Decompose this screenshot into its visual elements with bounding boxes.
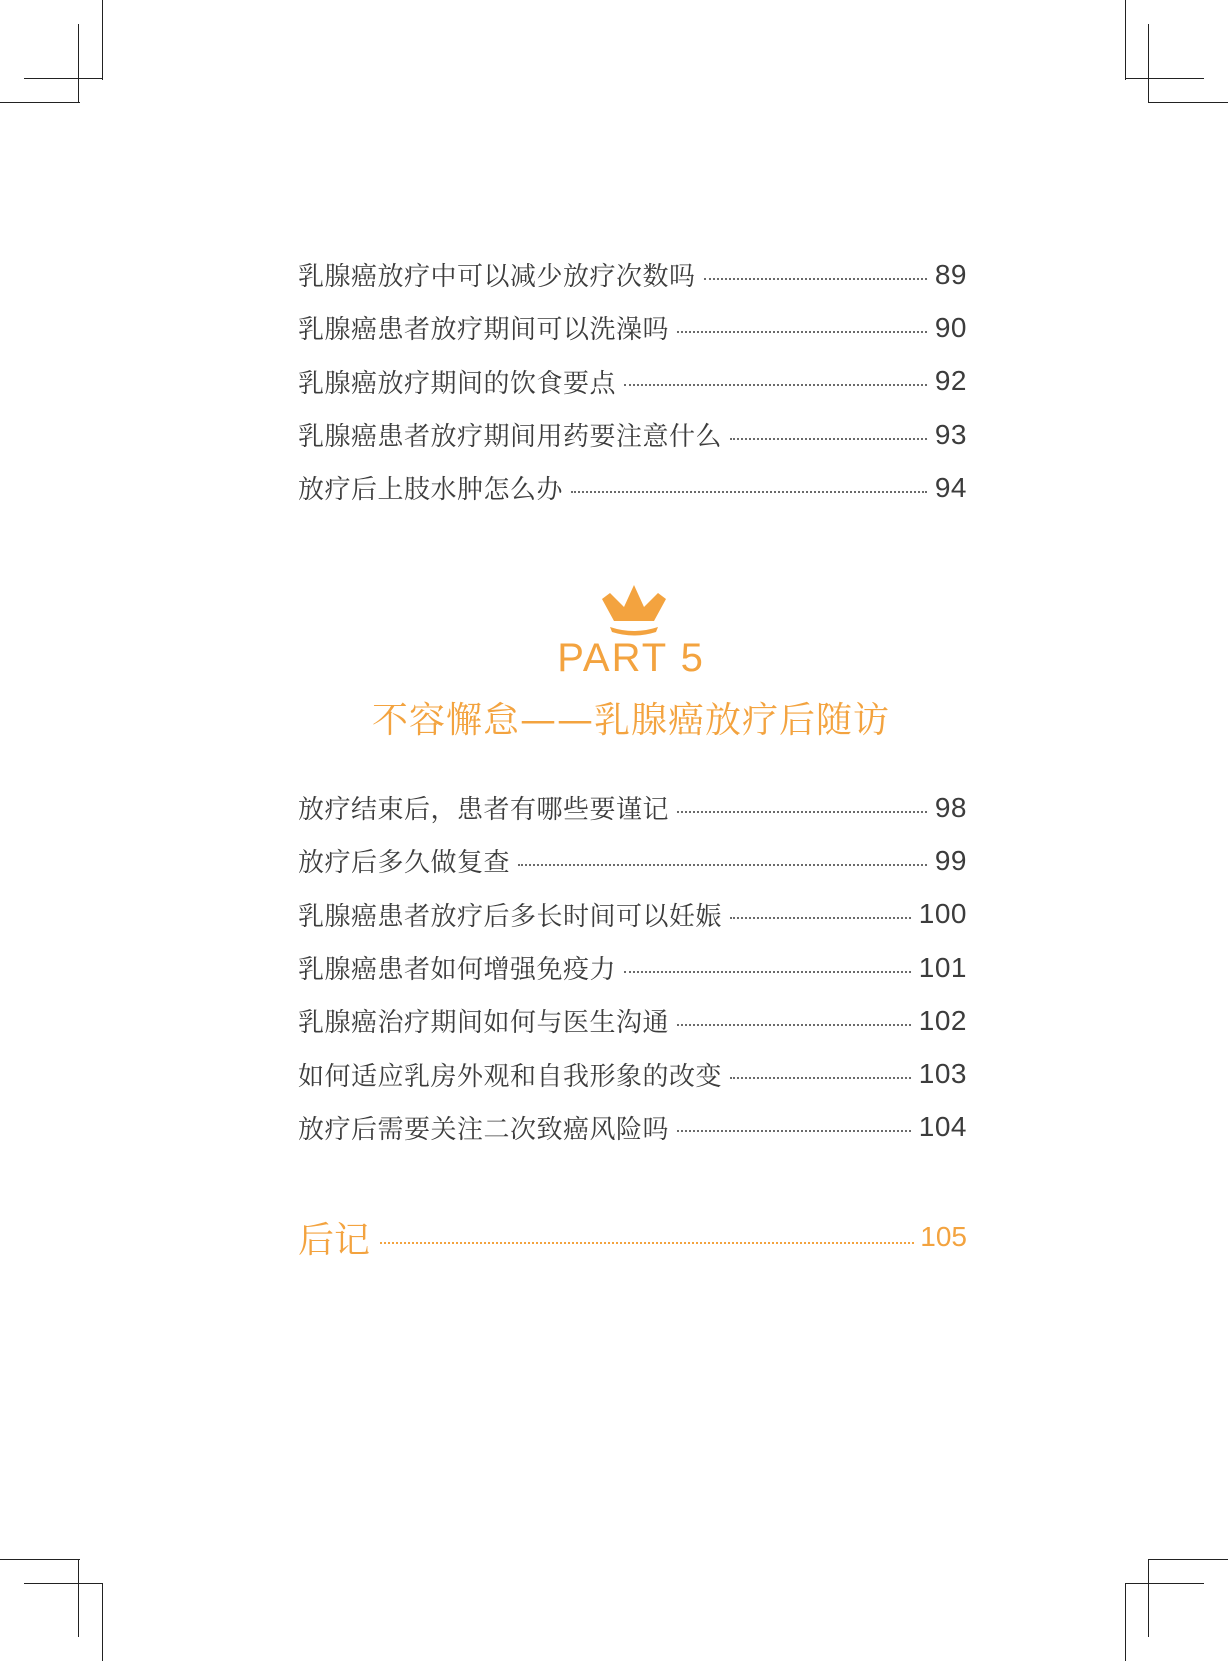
toc-entry-title: 乳腺癌患者放疗期间可以洗澡吗	[298, 315, 670, 346]
toc-entry-page: 99	[934, 844, 967, 876]
crop-mark-top-right-h2	[1126, 78, 1204, 79]
part-title: 不容懈怠——乳腺癌放疗后随访	[371, 700, 890, 741]
toc-entry-title: 乳腺癌放疗中可以减少放疗次数吗	[298, 262, 696, 293]
toc-entry[interactable]	[298, 888, 967, 941]
toc-entry-title: 乳腺癌放疗期间的饮食要点	[298, 368, 617, 399]
toc-entry-title: 乳腺癌患者如何增强免疫力	[298, 955, 617, 986]
toc-dot-leader	[624, 971, 911, 973]
crop-mark-top-right-v	[1148, 24, 1149, 102]
toc-entry[interactable]	[298, 994, 967, 1047]
toc-dot-leader	[677, 811, 927, 813]
toc-entry-page: 89	[934, 258, 967, 290]
part-label: PART 5	[557, 636, 705, 680]
toc-entry[interactable]	[298, 781, 967, 834]
crown-icon	[594, 583, 674, 639]
toc-entry[interactable]	[298, 1047, 967, 1100]
toc-entry-title: 放疗后多久做复查	[298, 848, 511, 879]
toc-entry-title: 放疗结束后，患者有哪些要谨记	[298, 795, 670, 826]
toc-entry-page: 90	[934, 311, 967, 343]
toc-dot-leader	[677, 1024, 911, 1026]
crop-mark-bottom-left-h2	[24, 1583, 102, 1584]
toc-list-part-5	[298, 781, 967, 1154]
toc-list-previous-part	[298, 248, 967, 514]
crop-mark-bottom-left-h	[0, 1559, 80, 1560]
crop-mark-bottom-left-v2	[102, 1583, 103, 1661]
crop-mark-top-left-v2	[102, 0, 103, 80]
toc-entry-page: 93	[934, 418, 967, 450]
toc-dot-leader	[624, 384, 927, 386]
toc-entry[interactable]	[298, 408, 967, 461]
crop-mark-top-left-v	[78, 24, 79, 102]
toc-entry-title: 如何适应乳房外观和自我形象的改变	[298, 1061, 723, 1092]
toc-entry[interactable]	[298, 355, 967, 408]
toc-dot-leader	[704, 278, 927, 280]
toc-dot-leader	[677, 331, 927, 333]
crop-mark-bottom-right-h2	[1126, 1583, 1204, 1584]
toc-entry-afterword[interactable]	[298, 1212, 967, 1262]
toc-entry-page: 98	[934, 791, 967, 823]
afterword-dot-leader	[380, 1242, 914, 1244]
toc-entry-page: 102	[918, 1004, 967, 1036]
toc-entry-page: 104	[918, 1111, 967, 1143]
toc-dot-leader	[571, 491, 927, 493]
toc-entry-title: 乳腺癌患者放疗后多长时间可以妊娠	[298, 901, 723, 932]
crop-mark-top-right-v2	[1125, 0, 1126, 80]
toc-entry[interactable]	[298, 248, 967, 301]
crop-mark-bottom-left-v	[78, 1559, 79, 1637]
toc-dot-leader	[730, 438, 927, 440]
toc-entry[interactable]	[298, 301, 967, 354]
toc-dot-leader	[730, 917, 911, 919]
afterword-title: 后记	[298, 1219, 371, 1261]
crop-mark-top-right-h	[1148, 102, 1228, 103]
toc-dot-leader	[518, 864, 927, 866]
toc-entry-page: 103	[918, 1058, 967, 1090]
toc-entry[interactable]	[298, 941, 967, 994]
toc-entry-page: 92	[934, 365, 967, 397]
afterword-page: 105	[920, 1221, 967, 1252]
toc-entry-title: 乳腺癌患者放疗期间用药要注意什么	[298, 422, 723, 453]
toc-entry[interactable]	[298, 461, 967, 514]
toc-dot-leader	[677, 1130, 911, 1132]
toc-entry-title: 放疗后上肢水肿怎么办	[298, 475, 564, 506]
toc-dot-leader	[730, 1077, 911, 1079]
toc-entry[interactable]	[298, 1101, 967, 1154]
crop-mark-bottom-right-h	[1148, 1559, 1228, 1560]
toc-entry-title: 乳腺癌治疗期间如何与医生沟通	[298, 1008, 670, 1039]
toc-entry-page: 100	[918, 898, 967, 930]
crop-mark-bottom-right-v	[1148, 1559, 1149, 1637]
toc-entry-page: 94	[934, 471, 967, 503]
toc-entry-title: 放疗后需要关注二次致癌风险吗	[298, 1114, 670, 1145]
toc-entry[interactable]	[298, 834, 967, 887]
toc-entry-page: 101	[918, 951, 967, 983]
crop-mark-top-left-h	[0, 102, 80, 103]
crop-mark-top-left-h2	[24, 78, 102, 79]
crop-mark-bottom-right-v2	[1125, 1583, 1126, 1661]
